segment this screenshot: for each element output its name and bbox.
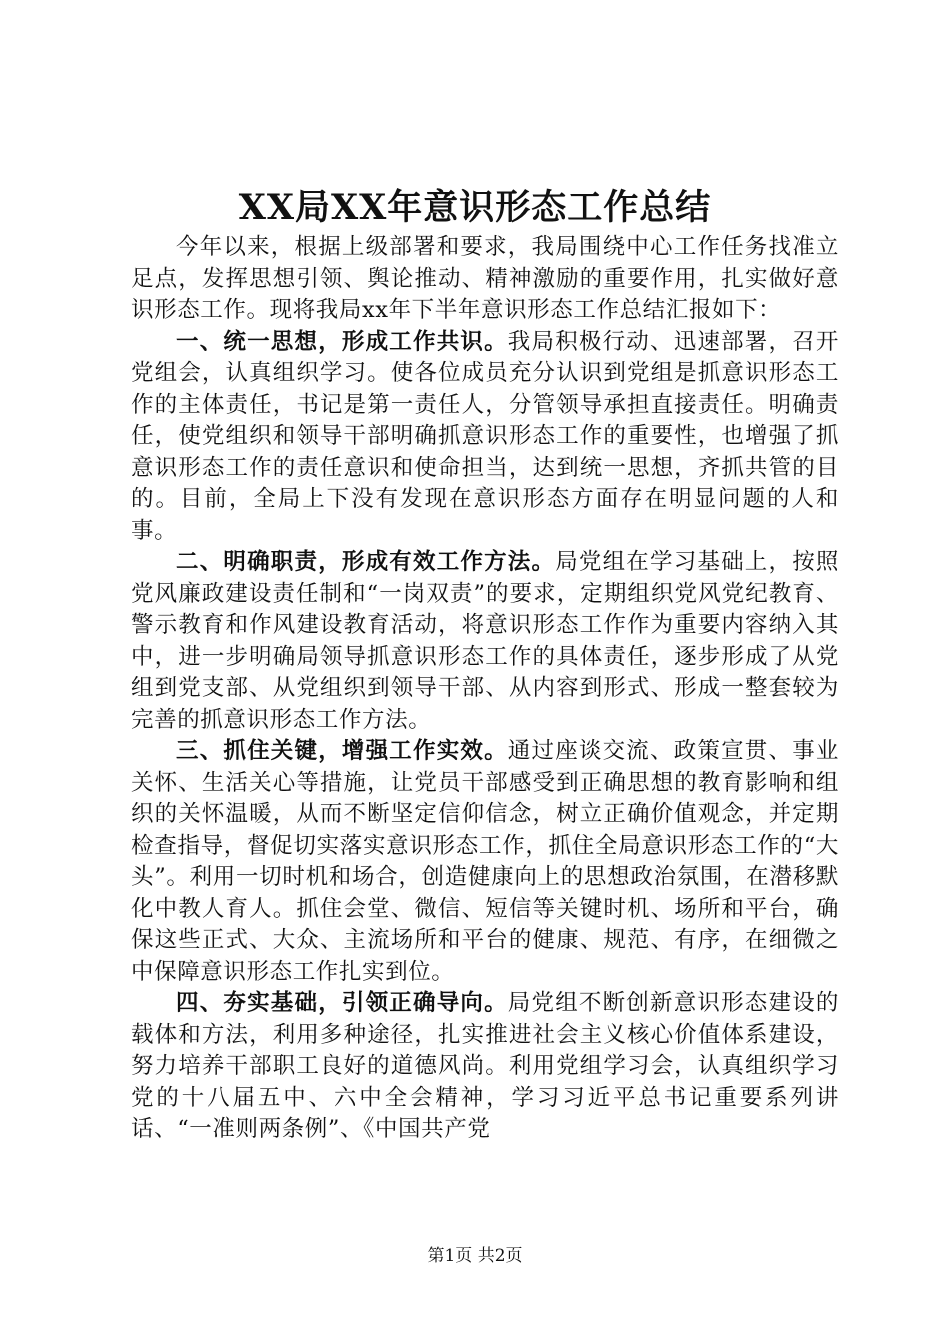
document-title: XX局XX年意识形态工作总结	[238, 187, 712, 228]
section-text-4: 局党组不断创新意识形态建设的载体和方法，利用多种途径，扎实推进社会主义核心价值体系建设，努力培养干部职工良好的道德风尚。利用党组学习会，认真组织学习党的十八届五中、六中全会精神，学习习近平总书记重要系列讲话、“一准则两条例”、《中国共产党	[131, 990, 839, 1142]
section-paragraph-2	[131, 547, 839, 736]
section-paragraph-4	[131, 988, 839, 1146]
section-paragraph-3	[131, 736, 839, 988]
section-heading-3: 三、抓住关键，增强工作实效。	[176, 738, 508, 764]
section-text-3: 通过座谈交流、政策宣贯、事业关怀、生活关心等措施，让党员干部感受到正确思想的教育影响和组织的关怀温暖，从而不断坚定信仰信念，树立正确价值观念，并定期检查指导，督促切实落实意识形态工作，抓住全局意识形态工作的“大头”。利用一切时机和场合，创造健康向上的思想政治氛围，在潜移默化中教人育人。抓住会堂、微信、短信等关键时机、场所和平台，确保这些正式、大众、主流场所和平台的健康、规范、有序，在细微之中保障意识形态工作扎实到位。	[131, 738, 839, 985]
section-heading-1: 一、统一思想，形成工作共识。	[176, 328, 508, 355]
document-body	[131, 232, 839, 1146]
section-heading-4: 四、夯实基础，引领正确导向。	[176, 990, 508, 1016]
intro-paragraph: 今年以来，根据上级部署和要求，我局围绕中心工作任务找准立足点，发挥思想引领、舆论推动、精神激励的重要作用，扎实做好意识形态工作。现将我局xx年下半年意识形态工作总结汇报如下：	[131, 234, 839, 323]
section-heading-2: 二、明确职责，形成有效工作方法。	[176, 549, 556, 575]
page-footer: 第1页 共2页	[427, 1246, 523, 1266]
section-paragraph-1	[131, 327, 839, 548]
section-text-1: 我局积极行动、迅速部署，召开党组会，认真组织学习。使各位成员充分认识到党组是抓意识形态工作的主体责任，书记是第一责任人，分管领导承担直接责任。明确责任，使党组织和领导干部明确抓意识形态工作的重要性，也增强了抓意识形态工作的责任意识和使命担当，达到统一思想，齐抓共管的目的。目前，全局上下没有发现在意识形态方面存在明显问题的人和事。	[131, 328, 839, 544]
section-text-2: 局党组在学习基础上，按照党风廉政建设责任制和“一岗双责”的要求，定期组织党风党纪教育、警示教育和作风建设教育活动，将意识形态工作作为重要内容纳入其中，进一步明确局领导抓意识形态工作的具体责任，逐步形成了从党组到党支部、从党组织到领导干部、从内容到形式、形成一整套较为完善的抓意识形态工作方法。	[131, 549, 839, 733]
